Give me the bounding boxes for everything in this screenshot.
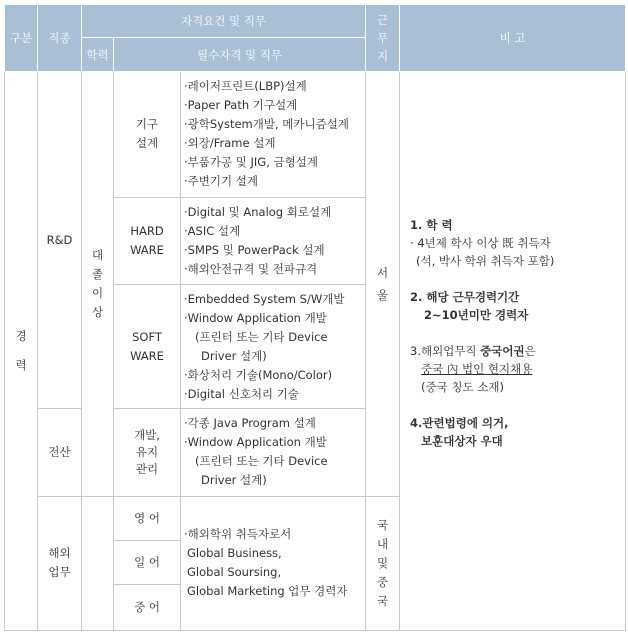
education-cell — [82, 72, 114, 496]
field-sw — [114, 284, 181, 408]
duties-hw — [181, 197, 366, 284]
lang-chinese: 중 어 — [114, 584, 181, 630]
duty-item: (프린터 또는 기타 Device — [195, 454, 328, 469]
header-location-char: 무 — [376, 31, 389, 46]
duties-mech — [181, 72, 366, 197]
duty-item: ·해외학위 취득자로서 — [184, 527, 292, 542]
header-location-char: 지 — [376, 49, 389, 64]
duty-item: Driver 설계) — [201, 473, 267, 488]
duties-overseas — [181, 496, 366, 631]
field-mech — [114, 72, 181, 197]
location-char: 중 — [376, 574, 389, 589]
education-char: 대 — [91, 247, 104, 262]
education-char: 졸 — [91, 266, 104, 281]
remark-4-line1: 보훈대상자 우대 — [421, 434, 503, 449]
header-requirements: 자격요건 및 직무 — [82, 5, 366, 38]
education-char: 상 — [91, 304, 104, 319]
field-line: 유지 — [135, 444, 159, 459]
header-required-duties: 필수자격 및 직무 — [114, 38, 366, 72]
it-label: 전산 — [38, 409, 82, 496]
overseas-label — [38, 496, 82, 631]
duty-item: ·ASIC 설계 — [184, 223, 241, 238]
remarks-cell — [400, 72, 626, 631]
location-char: 국 — [376, 517, 389, 532]
remark-3-title: 3.해외업무직 중국어권은 — [410, 344, 536, 359]
header-job-type: 직종 — [38, 5, 82, 72]
remark-1-title: 1. 학 력 — [410, 218, 453, 233]
duty-item: ·부품가공 및 JIG, 금형설계 — [184, 155, 318, 170]
overseas-label-line: 해외 — [48, 546, 71, 561]
lang-japanese: 일 어 — [114, 540, 181, 584]
duty-item: ·각종 Java Program 설계 — [184, 416, 316, 431]
remark-3-line1: 중국 內 법인 현지채용 — [421, 362, 533, 377]
field-line: 설계 — [135, 136, 159, 151]
duty-item: ·화상처리 기술(Mono/Color) — [184, 367, 333, 382]
field-line: WARE — [130, 348, 164, 363]
duty-item: ·외장/Frame 설계 — [184, 136, 276, 151]
field-line: SOFT — [132, 329, 162, 344]
remark-4-title: 4.관련법령에 의거, — [410, 416, 509, 431]
field-line: 개발, — [134, 427, 160, 442]
career-category — [5, 72, 38, 631]
duty-item: ·레이저프린트(LBP)설계 — [184, 79, 307, 94]
location-seoul — [366, 72, 400, 496]
field-line: WARE — [130, 242, 164, 257]
duty-item: (프린터 또는 기타 Device — [195, 329, 328, 344]
remark-2-line1: 2~10년미만 경력자 — [424, 308, 529, 323]
location-overseas — [366, 496, 400, 631]
header-category: 구분 — [5, 5, 38, 72]
remark-3-line2: (중국 칭도 소재) — [421, 380, 504, 395]
duties-it — [181, 409, 366, 496]
overseas-label-line: 업무 — [48, 565, 71, 580]
recruitment-table — [4, 4, 626, 631]
location-char: 내 — [376, 536, 389, 551]
header-location — [366, 5, 400, 72]
duty-item: ·주변기기 설계 — [184, 174, 258, 189]
duty-item: Global Business, — [187, 546, 282, 561]
duty-item: ·Window Application 개발 — [184, 310, 327, 325]
duty-item: ·해외안전규격 및 전파규격 — [184, 261, 318, 276]
duty-item: ·Window Application 개발 — [184, 435, 327, 450]
duty-item: Global Marketing 업무 경력자 — [187, 584, 348, 599]
field-hw — [114, 197, 181, 284]
duty-item: ·Digital 및 Analog 회로설계 — [184, 204, 332, 219]
duty-item: ·광학System개발, 메카니즘설계 — [184, 117, 349, 132]
remark-2-title: 2. 해당 근무경력기간 — [410, 290, 520, 305]
duty-item: ·SMPS 및 PowerPack 설계 — [184, 242, 325, 257]
field-it — [114, 409, 181, 496]
duty-item: ·Digital 신호처리 기술 — [184, 386, 299, 401]
location-char: 울 — [376, 287, 389, 302]
field-line: 기구 — [135, 117, 159, 132]
lang-english: 영 어 — [114, 496, 181, 540]
career-char: 경 — [15, 329, 27, 344]
header-education: 학력 — [82, 38, 114, 72]
overseas-education-empty — [82, 496, 114, 631]
duty-item: ·Embedded System S/W개발 — [184, 291, 345, 306]
duty-item: Global Soursing, — [187, 565, 282, 580]
location-char: 서 — [376, 265, 389, 280]
duty-item: Driver 설계) — [201, 348, 267, 363]
location-char: 국 — [376, 593, 389, 608]
remark-1-line2: (석, 박사 학위 취득자 포함) — [416, 254, 555, 269]
field-line: 관리 — [135, 461, 159, 476]
career-char: 력 — [15, 358, 27, 373]
remark-1-line1: · 4년제 학사 이상 既 취득자 — [410, 236, 551, 251]
header-location-char: 근 — [376, 13, 389, 28]
duty-item: ·Paper Path 기구설계 — [184, 98, 298, 113]
rnd-label: R&D — [38, 72, 82, 409]
field-line: HARD — [130, 223, 164, 238]
education-char: 이 — [91, 285, 104, 300]
duties-sw — [181, 284, 366, 408]
header-remarks: 비 고 — [400, 5, 626, 72]
location-char: 및 — [376, 555, 389, 570]
